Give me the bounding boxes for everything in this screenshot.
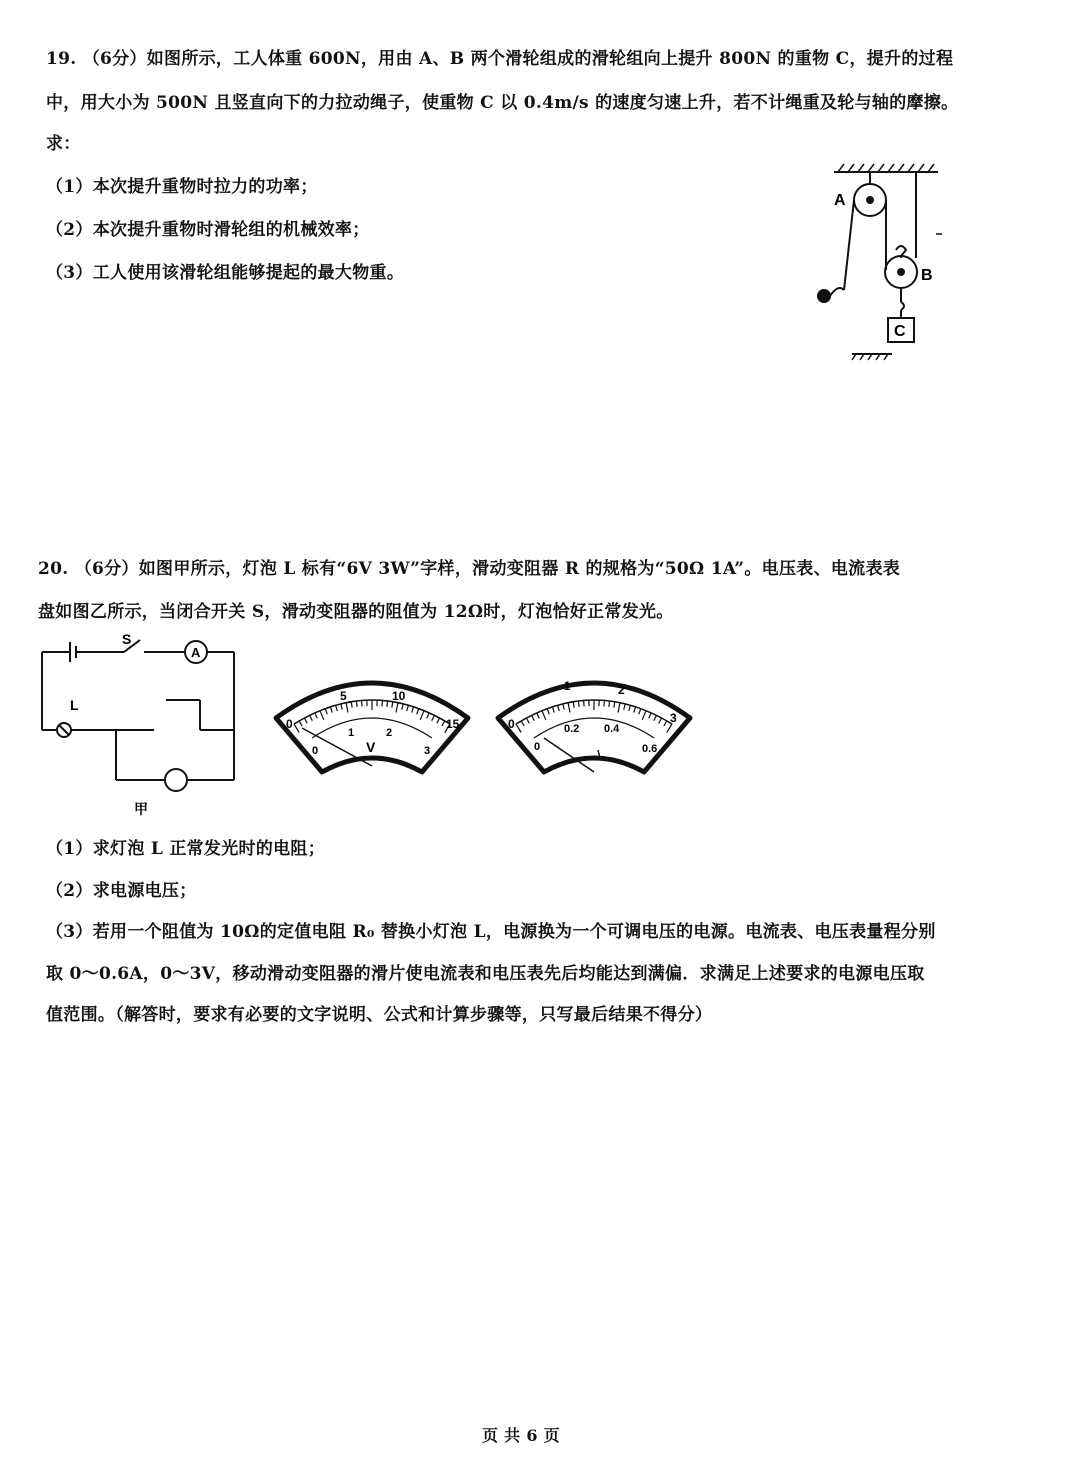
- voltmeter-low-tick-1: 1: [348, 727, 355, 739]
- voltmeter-dial: [272, 668, 472, 776]
- q19-sub-question-3: （3）工人使用该滑轮组能够提起的最大物重。: [46, 263, 405, 283]
- voltmeter-tick-5: 5: [340, 689, 347, 703]
- voltmeter-low-tick-3: 3: [424, 745, 431, 757]
- pulley-system-figure: [810, 160, 950, 370]
- q20-line-2: 盘如图乙所示，当闭合开关 S，滑动变阻器的阻值为 12Ω时，灯泡恰好正常发光。: [38, 602, 674, 622]
- ammeter-symbol: A: [191, 645, 201, 660]
- voltmeter-tick-10: 10: [392, 689, 406, 703]
- figure-caption-jia: 甲: [134, 801, 148, 817]
- q19-line-3: 求：: [46, 134, 81, 154]
- lamp-l-label: L: [70, 697, 79, 713]
- dial-tick-mark: [387, 701, 388, 707]
- q19-sub-question-2: （2）本次提升重物时滑轮组的机械效率；: [46, 220, 370, 240]
- dial-tick-mark: [609, 701, 610, 707]
- q20-sub-question-3-line-2: 取 0～0.6A，0～3V，移动滑动变阻器的滑片使电流表和电压表先后均能达到满偏．求满足上述要求的电源电压取: [46, 964, 925, 984]
- ammeter-tick-3: 3: [670, 711, 677, 725]
- ammeter-tick-1: 1: [564, 679, 571, 693]
- ammeter-low-tick-0: 0: [534, 741, 541, 753]
- voltmeter-unit: V: [366, 739, 376, 755]
- pulley-a-label: A: [834, 192, 846, 209]
- page-footer: 页 共 6 页: [482, 1426, 560, 1445]
- q19-line-1: 19. （6分）如图所示，工人体重 600N，用由 A、B 两个滑轮组成的滑轮组向上提升 800N 的重物 C，提升的过程: [46, 49, 954, 69]
- dial-tick-mark: [356, 701, 357, 707]
- voltmeter-tick-15: 15: [446, 717, 460, 731]
- voltmeter-low-tick-2: 2: [386, 727, 393, 739]
- q20-sub-question-2: （2）求电源电压；: [46, 881, 197, 901]
- q19-sub-question-1: （1）本次提升重物时拉力的功率；: [46, 177, 318, 197]
- pulley-b-label: B: [921, 267, 933, 284]
- ammeter-dial: [494, 668, 694, 776]
- weight-c-label: C: [894, 323, 906, 340]
- ammeter-tick-2: 2: [618, 683, 625, 697]
- ammeter-low-tick-04: 0.4: [604, 723, 620, 735]
- circuit-diagram: [36, 628, 246, 818]
- q19-line-2: 中，用大小为 500N 且竖直向下的力拉动绳子，使重物 C 以 0.4m/s 的速度匀速上升，若不计绳重及轮与轴的摩擦。: [46, 93, 959, 113]
- switch-s-label: S: [122, 631, 132, 647]
- dial-tick-mark: [578, 701, 579, 707]
- q20-line-1: 20. （6分）如图甲所示，灯泡 L 标有“6V 3W”字样，滑动变阻器 R 的规格为“50Ω 1A”。电压表、电流表表: [38, 559, 901, 579]
- voltmeter-tick-0: 0: [286, 717, 293, 731]
- ammeter-low-tick-06: 0.6: [642, 743, 658, 755]
- ammeter-tick-0: 0: [508, 717, 515, 731]
- q20-sub-question-3-line-1: （3）若用一个阻值为 10Ω的定值电阻 R₀ 替换小灯泡 L，电源换为一个可调电压的电源。电流表、电压表量程分别: [46, 922, 936, 942]
- ammeter-low-tick-02: 0.2: [564, 723, 580, 735]
- q20-sub-question-1: （1）求灯泡 L 正常发光时的电阻；: [46, 839, 326, 859]
- q20-sub-question-3-line-3: 值范围。（解答时，要求有必要的文字说明、公式和计算步骤等，只写最后结果不得分）: [46, 1005, 713, 1025]
- voltmeter-low-tick-0: 0: [312, 745, 319, 757]
